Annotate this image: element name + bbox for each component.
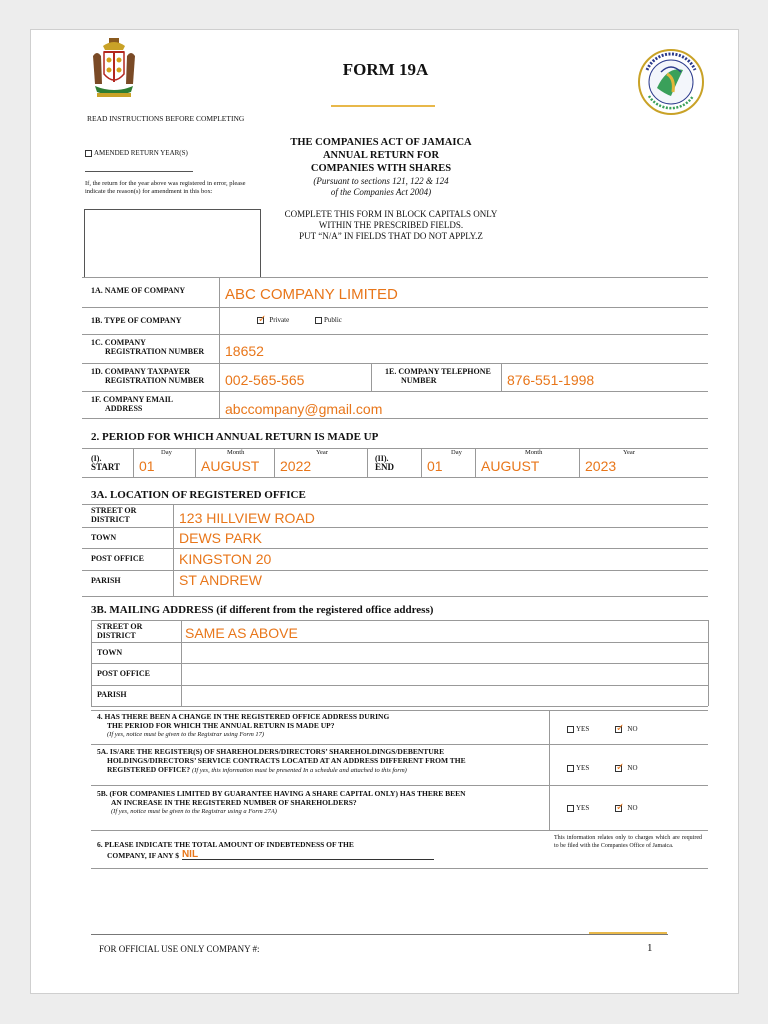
mail-town-field[interactable] [183,644,705,662]
mail-street-label-line-1: STREET OR [97,622,143,631]
telephone-label [385,367,491,385]
divider [91,710,708,711]
end-month-label: Month [525,449,543,456]
q5b-line-1: 5B. (FOR COMPANIES LIMITED BY GUARANTEE HAVING A SHARE CAPITAL ONLY) HAS THERE BEEN [97,789,466,798]
reg-town-label: TOWN [91,533,117,542]
act-heading [251,136,511,175]
amend-reason-box[interactable] [84,209,261,278]
mail-parish-label: PARISH [97,690,127,699]
checkmark-icon: ✓ [616,723,625,734]
divider [367,448,368,477]
email-field[interactable]: abccompany@gmail.com [225,401,383,417]
reg-town-field[interactable]: DEWS PARK [179,530,262,546]
divider [82,548,708,549]
divider [82,363,708,364]
taxpayer-label-line-2: REGISTRATION NUMBER [105,376,205,385]
reg-street-label-line-2: DISTRICT [91,515,130,524]
reg-street-field[interactable]: 123 HILLVIEW ROAD [179,510,315,526]
checkmark-icon: ✓ [616,802,625,813]
taxpayer-label-line-1: 1D. COMPANY TAXPAYER [91,367,191,376]
q5b-line-2: AN INCREASE IN THE REGISTERED NUMBER OF SHAREHOLDERS? [111,798,357,807]
page-number: 1 [647,942,653,954]
mail-parish-field[interactable] [183,687,705,705]
divider [91,706,708,707]
taxpayer-number-label [91,367,204,385]
question-4 [97,712,545,739]
reg-parish-label: PARISH [91,576,121,585]
divider [82,277,708,278]
question-6 [97,840,497,860]
form-page [30,29,739,994]
amended-year-line[interactable] [85,171,193,172]
q4-no-label: NO [627,725,638,733]
q5b-yes-box[interactable] [567,805,574,812]
q4-yes-label: YES [576,725,590,733]
start-label-line-1: (I). [91,454,102,463]
divider [91,830,708,831]
indebtedness-sidenote: This information relates only to charges which are required to be filed with the Companies Office of Jamaica. [554,835,702,849]
divider [219,278,220,418]
company-name-label: 1A. NAME OF COMPANY [91,286,186,295]
act-sub-line-1: (Pursuant to sections 121, 122 & 124 [313,176,449,186]
q5b-yes-label: YES [576,804,590,812]
q5b-no-option[interactable] [615,804,638,812]
end-year-field[interactable]: 2023 [585,458,617,474]
q5b-yes-option[interactable] [567,804,589,812]
indebtedness-field[interactable] [182,849,434,860]
type-private-label: Private [269,316,290,324]
divider [82,448,708,449]
email-label-line-2: ADDRESS [105,404,143,413]
divider [82,570,708,571]
q5a-yes-label: YES [576,764,590,772]
start-month-label: Month [227,449,245,456]
q5a-line-2: HOLDINGS/DIRECTORS’ SERVICE CONTRACTS LOCATED AT AN ADDRESS DIFFERENT FROM THE [107,756,466,765]
divider [91,744,708,745]
q5a-yes-option[interactable] [567,764,589,772]
type-public-label: Public [324,316,342,324]
mail-street-field[interactable]: SAME AS ABOVE [185,625,298,641]
reg-street-label-line-1: STREET OR [91,506,137,515]
q4-yes-box[interactable] [567,726,574,733]
registration-number-field[interactable]: 18652 [225,343,264,359]
instr-line-1: COMPLETE THIS FORM IN BLOCK CAPITALS ONLY [284,209,498,219]
section-2-title: 2. PERIOD FOR WHICH ANNUAL RETURN IS MADE UP [91,431,379,443]
registration-number-label [91,338,204,356]
q5a-line-1: 5A. IS/ARE THE REGISTER(S) OF SHAREHOLDERS/DIRECTORS’ SHAREHOLDINGS/DEBENTURE [97,747,445,756]
act-line-2: ANNUAL RETURN FOR [322,150,440,161]
registration-label-line-2: REGISTRATION NUMBER [105,347,205,356]
indebtedness-value: NIL [181,849,199,860]
type-public-option[interactable] [315,316,342,324]
divider [91,685,708,686]
start-year-field[interactable]: 2022 [280,458,312,474]
divider [475,448,476,477]
end-day-label: Day [451,449,462,456]
reg-parish-field[interactable]: ST ANDREW [179,572,262,588]
q6-line-2: COMPANY, IF ANY $ [107,851,179,860]
checkmark-icon: ✓ [616,762,625,773]
q4-note: (If yes, notice must be given to the Registrar using Form 17) [107,731,265,738]
end-year-label: Year [623,449,635,456]
amend-note: If, the return for the year above was registered in error, please indicate the reason(s) for amendment in this box: [85,180,246,195]
q5b-no-label: NO [627,804,638,812]
act-line-1: THE COMPANIES ACT OF JAMAICA [290,137,472,148]
divider [133,448,134,477]
official-use-label: FOR OFFICIAL USE ONLY COMPANY #: [99,944,260,954]
start-month-field[interactable]: AUGUST [201,458,260,474]
divider [82,504,708,505]
completion-instructions [251,209,531,242]
taxpayer-number-field[interactable]: 002-565-565 [225,372,305,388]
company-type-label: 1B. TYPE OF COMPANY [91,316,182,325]
divider [421,448,422,477]
amended-return-box[interactable] [85,150,92,157]
q6-line-1: 6. PLEASE INDICATE THE TOTAL AMOUNT OF INDEBTEDNESS OF THE [97,840,354,849]
divider [501,363,502,391]
mail-post-office-label: POST OFFICE [97,669,150,678]
footer-divider [91,934,668,935]
mail-street-label-line-2: DISTRICT [97,631,136,640]
q4-yes-option[interactable] [567,725,589,733]
act-sub-line-2: of the Companies Act 2004) [330,187,432,197]
start-day-label: Day [161,449,172,456]
divider [82,477,708,478]
instr-line-3: PUT “N/A” IN FIELDS THAT DO NOT APPLY.Z [299,231,483,241]
reg-post-office-field[interactable]: KINGSTON 20 [179,551,272,567]
end-label-line-2: END [375,462,395,472]
divider [371,363,372,391]
divider [82,596,708,597]
q6-line-2-wrap [97,849,497,860]
divider [708,620,709,706]
divider [91,663,708,664]
divider [91,785,708,786]
start-year-label: Year [316,449,328,456]
mail-town-label: TOWN [97,648,123,657]
divider [579,448,580,477]
checkmark-icon: ✓ [258,314,267,325]
reg-street-label [91,506,136,524]
question-5a [97,747,545,775]
divider [82,527,708,528]
divider [91,868,708,869]
start-day-field[interactable]: 01 [139,458,155,474]
telephone-label-line-2: NUMBER [401,376,437,385]
telephone-field[interactable]: 876-551-1998 [507,372,595,388]
section-3b-title: 3B. MAILING ADDRESS (if different from the registered office address) [91,604,434,616]
end-label [375,454,394,472]
mail-street-label [97,622,142,640]
divider [82,334,708,335]
read-instructions: READ INSTRUCTIONS BEFORE COMPLETING [87,114,245,123]
q5a-note: (If yes, this information must be presented In a schedule and attached to this form) [192,767,407,774]
mail-post-office-field[interactable] [183,665,705,683]
start-label-line-2: START [91,462,121,472]
q4-no-option[interactable] [615,725,638,733]
q5b-note: (If yes, notice must be given to the Registrar using a Form 27A) [111,808,277,815]
companies-office-seal-icon [637,48,705,116]
end-label-line-1: (II). [375,454,389,463]
reg-post-office-label: POST OFFICE [91,554,144,563]
divider [91,642,708,643]
divider [91,620,708,621]
q5a-no-label: NO [627,764,638,772]
email-label-line-1: 1F. COMPANY EMAIL [91,395,174,404]
act-line-3: COMPANIES WITH SHARES [310,163,452,174]
question-5b [97,789,545,816]
type-private-option[interactable] [257,316,289,324]
q5a-yes-box[interactable] [567,765,574,772]
type-public-box[interactable] [315,317,322,324]
divider [173,504,174,596]
amended-return-checkbox[interactable] [85,149,188,157]
divider [82,418,708,419]
q5a-no-option[interactable] [615,764,638,772]
q5a-line-3-wrap [97,765,545,775]
registration-label-line-1: 1C. COMPANY [91,338,146,347]
act-subtitle [251,176,511,198]
company-name-field[interactable]: ABC COMPANY LIMITED [225,286,398,303]
title-rule [331,105,435,107]
email-label [91,395,173,413]
divider [82,307,708,308]
divider [549,710,550,830]
divider [82,391,708,392]
end-day-field[interactable]: 01 [427,458,443,474]
end-month-field[interactable]: AUGUST [481,458,540,474]
amended-return-label: AMENDED RETURN YEAR(S) [94,149,188,157]
telephone-label-line-1: 1E. COMPANY TELEPHONE [385,367,491,376]
q4-line-1: 4. HAS THERE BEEN A CHANGE IN THE REGISTERED OFFICE ADDRESS DURING [97,712,390,721]
q5a-line-3: REGISTERED OFFICE? [107,765,191,774]
divider [195,448,196,477]
instr-line-2: WITHIN THE PRESCRIBED FIELDS. [318,220,464,230]
divider [274,448,275,477]
section-3a-title: 3A. LOCATION OF REGISTERED OFFICE [91,489,306,501]
q4-line-2: THE PERIOD FOR WHICH THE ANNUAL RETURN IS MADE UP? [107,721,335,730]
form-title: FORM 19A [342,60,429,79]
start-label [91,454,120,472]
